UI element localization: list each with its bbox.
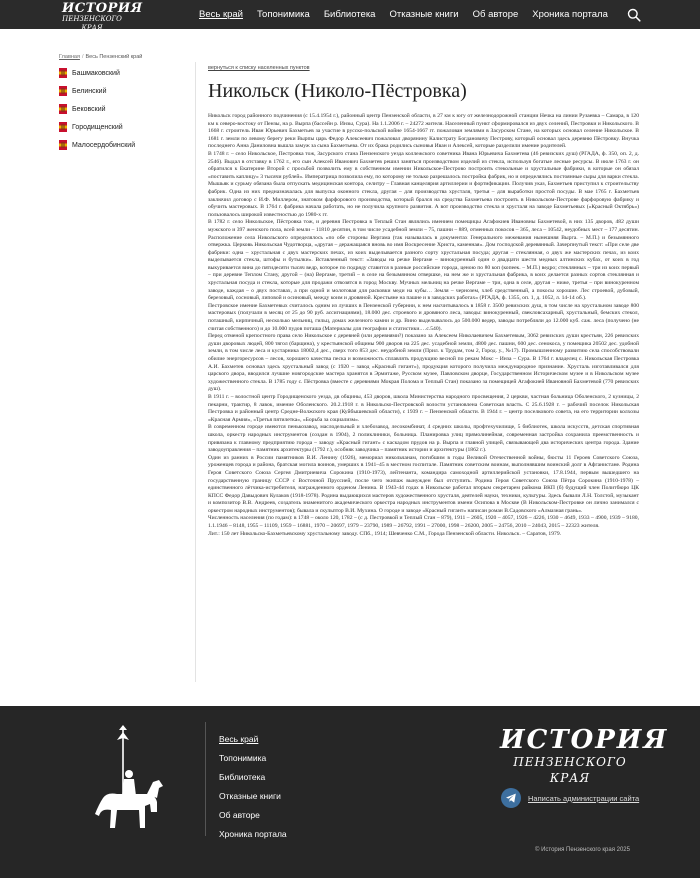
- search-icon[interactable]: [627, 8, 641, 22]
- contact-admin-link[interactable]: Написать администрации сайта: [528, 793, 640, 803]
- footer-divider: [205, 722, 206, 836]
- flag-icon: [59, 122, 67, 132]
- sidebar-item-bashmakovsky[interactable]: [59, 64, 135, 82]
- nav-link-ves-kray[interactable]: Весь край: [199, 9, 243, 20]
- sidebar-item-label: Башмаковский: [72, 69, 120, 77]
- sidebar-item-gorodishchensky[interactable]: [59, 118, 135, 136]
- article-paragraph: В современном городе имеются пенькозавод, маслодельный и хлебозавод, лесокомбинат, 4 средних школы, профтехучилище, 5 библиотек, школа искусств, детская спортивная школа, оркестр народных инструментов (создан в 1904), 2 поликлиники, больница. Планировка улиц прямолинейная, современная застройка сохранила преемственность и привязана к главному предприятию города – заводу «Красный гигант» с каскадом прудов на р. Вырпа и главной улицей, связывающей два исторических центра города. Здание заводоуправления – памятник архитектуры (1792 г.), особняк заводчика – памятник истории и архитектуры (1862 г.).: [208, 424, 639, 454]
- nav-link-otkaznye-knigi[interactable]: Отказные книги: [389, 9, 459, 20]
- breadcrumb-home[interactable]: Главная: [59, 54, 80, 60]
- footer-link-toponimika[interactable]: Топонимика: [219, 753, 267, 763]
- article-paragraph: В 1911 г. – волостной центр Городищенского уезда, дв общины, 453 дворов, школа Министерства народного просвещения, 2 церкви, частная больница Оболенского, 2 кузницы, 2 пекарни, трактир, 8 лавок, имение Оболенского. 20.2.1918 г. в Никольско-Пестровской волости установлена Советская власть. С 25.6.1928 г. – рабочий поселок Никольская Пестровка и районный центр Средне-Волжского края (Куйбышевской области), с 1939 г. – Пензенской области. В 1944 г. – центр поселкового совета, на его территории колхозы «Красная Армия», «Третья пятилетка», «Борьба за социализм».: [208, 393, 639, 423]
- flag-icon: [59, 68, 67, 78]
- breadcrumb-current: Весь Пензенский край: [85, 54, 143, 60]
- footer-link-otkaznye-knigi[interactable]: Отказные книги: [219, 791, 281, 801]
- footer-link-ves-kray[interactable]: Весь край: [219, 734, 259, 744]
- page-title: Никольск (Николо-Пёстровка): [208, 80, 467, 102]
- article-paragraph: В 1782 г. село Никольское, Пёстровка тож, и деревня Пестровка в Теплый Стан являлись имением помещицы Агафокиев Ивановны Бахметевой, в них 135 дворов, 482 души мужского и 397 женского пола, всей земли – 11810 десятин, в том числе усадебной земли – 75, пашни – 889, отменных покосов – 365, леса – 10542, неудобных мест – 177 десятин. Расположение села Никольского определялось «по обе стороны Вергама (так называлась в документах Генерального межевания нынешняя Вырга. – М.П.) и безымянного отвержка. Церковь Никольская Чудотворца, «другая – деражащаяся вновь во имя Воскресение Христа, каменная». Дом господской деревянный. Зачерпнутый текст: «При селе две фабрики: одна – хрустальная с двух мастерских печах, из коих выделывается разного сорту хрустальная посуда; другая – стеклянная, о двух же мастерских печах, из коих выделывается стекла, штофы и бутылки». Вставленный текст: «Заводы на речке Вергаме – винокуренный один о двадцати шести медных алтинских кубах, от коих в год выкуривается вина до пятидесяти тысяч ведр, которое по подряду ставится в разные российские города, ценою по 80 коп (копеек. – М.П.) ведро; стеклянных – три из коих первый – при деревне Теплом Стану, другой – (на) Вергаме, третий – в селе на безымянном отвершке, на нем же и хрустальная фабрика, в коих делается разных сортов стеклянная и хрустальная посуда и стекла, которые для продажи отвозятся в город Москву. Мучных мельниц на речке Вергаме – три, одна в селе, другая – ниже, третья – при винокуренном заводе, каждая – о двух поставах, а при одной и молотовая для расковки меди на кубы… Земля – чернозем, хлеб средственный, а покосы хорошие. Лес строевой, дубовый, березовый, сосновый, липовой и осиновый, между коим и дровяной. Крестьяне на пашне и в заводских работах» (РГАДА, ф. 1355, оп. 1, д. 1052, л. 14-14 об.).: [208, 219, 639, 302]
- article-paragraph: В 1748 г. – село Никольское, Пестровка тож, Засурского стана Пензенского уезда коллежского советника Ивана Юрьевича Бахметева (46 ревизских душ) (РГАДА, ф. 350, оп. 2, д. 2546). Выдал в отставку в 1762 г., его сын Алексей Иванович Бахметев решил заняться производством изделий из стекла, используя богатые лесные ресурсы. В июле 1763 г. он обратился к Екатерине Второй с просьбой позволить ему в собственном имении Никольское-Пестрово построить стекольные и хрустальные фабрики, в которые он обязал «поставить каплицу» 3 тысячи рублей». Императрица позволила ему, по которому не только разрешалось постройка фабрик, но и определялись постоянные сыры для варки стекла. Мышьяк и сурьму обязана была отпускать медицинская контора, селитру – Главная канцелярия артиллерии и фортификации. Получив указ, Бахметьев приступил к строительству фабрик. Одна из них предназначалась для выпуска оконного стекла, другая – для производства хрусталя, третья – для выработки простой посуды. В мае 1765 г. Бахметьев заключил договор с И.Ф. Миллером, знатоком фарфорового производства, который брался на средства Бахметьева построить в Никольском-Пестрове фарфоровую фабрику и обучить мастеровых. В 1764 г. фабрика начала работать, но не получила крупного развития. А вот производство стекла и хрусталя на заводе Бахметьевых («Красный Октябрь») пользовалось широкой известностью до 1980-х гг.: [208, 150, 639, 218]
- top-navbar: [0, 0, 700, 32]
- footer-logo-title: ИСТОРИЯ: [500, 725, 669, 755]
- sidebar-item-label: Белинский: [72, 87, 107, 95]
- telegram-icon[interactable]: [501, 788, 521, 808]
- district-list: [59, 64, 135, 154]
- sidebar-item-belinsky[interactable]: [59, 82, 135, 100]
- sidebar-divider: [195, 62, 196, 682]
- sidebar-item-maloserdobinsky[interactable]: [59, 136, 135, 154]
- copyright-text: © История Пензенского края 2025: [535, 847, 630, 853]
- footer-link-biblioteka[interactable]: Библиотека: [219, 772, 266, 782]
- footer-logo[interactable]: [500, 725, 669, 786]
- sidebar-item-bekovsky[interactable]: [59, 100, 135, 118]
- article-paragraph: Численность населения (по годам): в 1748 – около 120, 1782 – (с д. Пестровкой и Теплый Стан – 879), 1911 – 2605, 1920 – 4057, 1926 – 4226, 1930 – 4649, 1933 – 4900, 1939 – 9180, 1.1.1946 – 8148, 1955 – 11109, 1959 – 16881, 1970 – 20697, 1979 – 23790, 1989 – 26792, 1991 – 27000, 1998 – 26200, 2005 – 24756, 2010 – 24043, 2015 – 22323 жителя.: [208, 515, 639, 530]
- article-body: [208, 113, 639, 538]
- article-paragraph: Один из ранних в России памятников В.И. Ленину (1926), мемориал никольчанам, погибшим в годы Великой Отечественной войны, бюсты 11 Героев Советского Союза, уроженцев города и района, братская могила воинов, умерших в 1941–45 в местном госпитале. Памятник советским воинам, выполнявшим воинский долг в Афганистане. Родина Героя Советского Союза Сергея Дмитриевича Сорокина (1910-1973), лейтенанта, командира самоходной артиллерийской установки, 17.8.1944, первым вышедшего на государственную границу СССР с Восточной Пруссией, после чего экипаж вынужден был отступить. Родина Героя Советского Союза Пётра Сорокина (1910-1978) – единственного лётчика-истребителя, награжденного орденом Ленина. В 1943-44 годах в Никольске работал вторым секретарем райкома ВКП (б) будущий член Политбюро ЦК КПСС Федор Давыдович Кулаков (1918-1978). Родина выдающихся мастеров художественного хрусталя, деятелей науки, техники, культуры. Здесь бывали Л.Н. Толстой, музыкант и композитор В.В. Андреев, создатель знаменитого академического оркестра народных инструментов имени Осипова в Москве (В Никольском-Пестровке он лично занимался с оркестром народных инструментов); бывала и скульптор В.И. Мухина. О городе и заводе «Красный гигант» написан роман В.Садовского «Алмазная грань».: [208, 454, 639, 514]
- logo-subtitle: ПЕНЗЕНСКОГО КРАЯ: [62, 15, 122, 32]
- flag-icon: [59, 104, 67, 114]
- sidebar-item-label: Малосердобинский: [72, 141, 136, 149]
- article-paragraph: Пестровское имение Бахметевых считалось одним из лучших в Пензенской губернии, к нем насчитывалось в 1858 г. 3500 ревизских душ, в том числе на хрустальном заводе 800 мастеровых (получали в месяц от 25 до 90 руб. ассигнациями), 18.000 дес. строевого и дровяного леса, заводы: винокуренный, свекловсахарный, хрустальный, бемских стекол, поташный, кирпичный, несколько мельниц, гильц, домах железного камни и др. Вино выделывалось до 500.000 ведер, заводы потребляли до 12.000 куб. саж. леса (получено (не считая собственного) и до 10.000 пудов поташа (Материалы для географии и статистики.…с.540).: [208, 302, 639, 332]
- site-logo[interactable]: [62, 1, 143, 32]
- flag-icon: [59, 86, 67, 96]
- article-paragraph: Перед отменой крепостного права село Никольское с деревней (или деревнями?) показано за Алексеем Николаевичем Бахметевым, 3062 ревизских души крестьян, 226 ревизских души дворовых людей, 800 тягол (барщина), у крестьянской общины 900 дворов на 225 дес. усадебной земли, 4800 дес. пашни, 600 дес. сенокоса, у помещика 20502 дес. удобной земли, в том числе леса и кустарника 18002,4 дес., сверх того 853 дес. неудобной земли (Прил. к Трудам, том 2, Город. у., №17). Промышленному развитию села способствовали обилие энергоресурсов – лесов, хорошего качества песка и возможность сплавлять продукцию весной по рекам Мокс – Инза – Сура. В 1764 г. владелец с. Никольская Пестровка А.И. Бахметев основал здесь хрустальный завод (с 1920 – завод «Красный гигант»), продукция которого получила международное признание. Хрусталь изготавливался для царского двора, вводился лучшие новгородские мастера хранятся в Эрмитаже, Русском музее, Павловском дворце, Государственном Историческом музее и в Никольском музее художественного стекла. В 1785 году с. Пёстровка (вместе с деревнями Мокрая Полома и Теплый Стан) показано за помещицей Агафокией Ивановной Бахметевой (770 ревизских душ).: [208, 333, 639, 393]
- logo-title: ИСТОРИЯ: [62, 1, 143, 16]
- breadcrumb: [59, 54, 142, 60]
- article-paragraph: Никольск город районного подчинения (с 15.4.1954 г.), районный центр Пензенской области, в 27 км к югу от железнодорожной станции Нечка на линии Рузаевка – Самара, в 120 км к северо-востоку от Пензы, на р. Вырпа (бассейн р. Инзы, Сура). На 1.1.2006 г. – 24272 жителя. Населенный пункт сформировался из двух селений, Пестровки и Никольского. В 1668 г. строитель Иван Юрьевич Бахметьев за участие в русско-польской войне 1654-1667 гг. пожалован землями в Засурском Стане, на которых основал селение Никольское. В 1681 г. земли по левому берегу реки Вырпы царь Федор Алексеевич пожаловал дворянину Калистрату Богдановичу Пестрову, который основал здесь деревню Пёстровку. Внучка последнего Анна Даниловна вышла замуж за сына Бахметьева. От их брака родились сыновья Иван и Алексей, которые разделили имение родителей.: [208, 113, 639, 150]
- horseman-icon: [93, 724, 165, 836]
- nav-link-toponimika[interactable]: Топонимика: [257, 9, 310, 20]
- nav-link-khronika[interactable]: Хроника портала: [532, 9, 608, 20]
- breadcrumb-separator: /: [81, 54, 84, 60]
- flag-icon: [59, 140, 67, 150]
- telegram-contact[interactable]: [501, 788, 639, 808]
- main-nav: [199, 0, 608, 29]
- article-paragraph: Лит.: 150 лет Никольско-Бахметьевскому хрустальному заводу. СПб., 1914; Шевченко С.М., Города Пензенской области. Никольск. – Саратов, 1979.: [208, 530, 562, 537]
- footer-nav: [219, 729, 287, 843]
- nav-link-biblioteka[interactable]: Библиотека: [323, 9, 376, 20]
- back-to-list-link[interactable]: вернуться к списку населенных пунктов: [208, 65, 310, 71]
- footer-link-ob-avtore[interactable]: Об авторе: [219, 810, 260, 820]
- nav-link-ob-avtore[interactable]: Об авторе: [472, 9, 519, 20]
- sidebar-item-label: Бековский: [72, 105, 106, 113]
- sidebar-item-label: Городищенский: [72, 123, 123, 131]
- footer-link-khronika[interactable]: Хроника портала: [219, 829, 287, 839]
- footer-logo-subtitle: ПЕНЗЕНСКОГО КРАЯ: [513, 755, 627, 785]
